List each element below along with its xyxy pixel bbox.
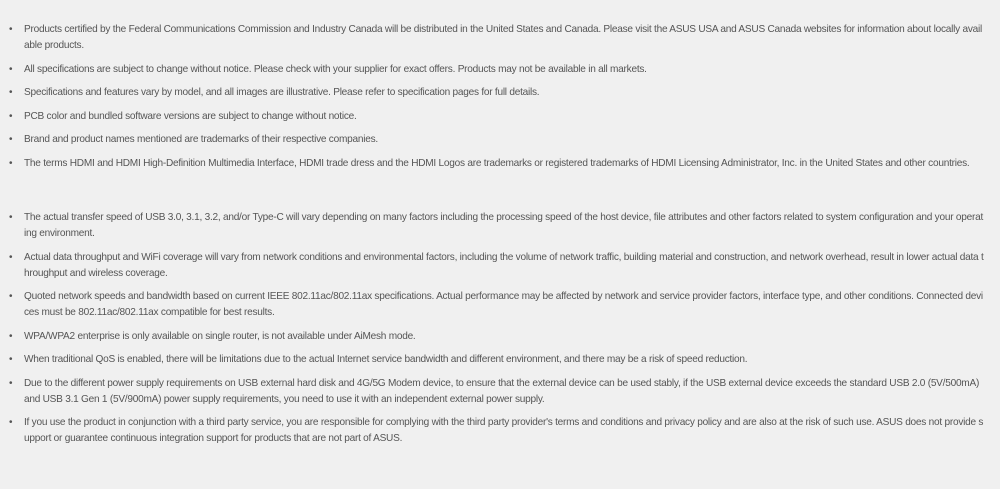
disclaimer-item [9, 85, 984, 101]
disclaimer-item [9, 289, 984, 321]
bullet-icon: • [9, 24, 13, 35]
disclaimer-text: Actual data throughput and WiFi coverage will vary from network conditions and environmental factors, including the volume of network traffic, building material and construction, and network overhead, result in lower actual data throughput and wireless coverage. [24, 251, 984, 279]
bullet-icon: • [9, 212, 13, 223]
bullet-icon: • [9, 354, 13, 365]
bullet-icon: • [9, 330, 13, 342]
disclaimer-item [9, 210, 984, 242]
disclaimer-item [9, 109, 984, 125]
disclaimer-text: All specifications are subject to change without notice. Please check with your supplier for exact offers. Products may not be available in all markets. [24, 63, 647, 75]
disclaimer-item [9, 415, 984, 447]
bullet-icon: • [9, 417, 13, 428]
disclaimer-item [9, 329, 984, 345]
bullet-icon: • [9, 110, 13, 122]
bullet-icon: • [9, 377, 13, 389]
bullet-icon: • [9, 63, 13, 75]
bullet-icon: • [9, 87, 13, 98]
disclaimer-text: Brand and product names mentioned are trademarks of their respective companies. [24, 134, 378, 145]
disclaimer-item [9, 62, 984, 78]
bullet-icon: • [9, 291, 13, 302]
disclaimer-item [9, 132, 984, 148]
disclaimer-text: Products certified by the Federal Communications Commission and Industry Canada will be distributed in the United States and Canada. Please visit the ASUS USA and ASUS Canada websites for information about locally available products. [24, 24, 982, 51]
disclaimer-text: WPA/WPA2 enterprise is only available on single router, is not available under AiMesh mode. [24, 330, 416, 342]
disclaimer-text: Specifications and features vary by model, and all images are illustrative. Please refer to specification pages for full details. [24, 87, 540, 98]
disclaimer-list-network [0, 210, 1000, 447]
disclaimer-text: Quoted network speeds and bandwidth based on current IEEE 802.11ac/802.11ax specifications. Actual performance may be affected by network and service provider factors, interface type, and other conditions. Connected devices must be 802.11ac/802.11ax compatible for best results. [24, 291, 983, 318]
disclaimer-item [9, 22, 984, 54]
disclaimer-text: The actual transfer speed of USB 3.0, 3.1, 3.2, and/or Type-C will vary depending on many factors including the processing speed of the host device, file attributes and other factors related to system configuration and your operating environment. [24, 212, 983, 239]
bullet-icon: • [9, 157, 13, 169]
bullet-icon: • [9, 134, 13, 145]
disclaimer-item [9, 250, 984, 282]
section-spacer [0, 179, 1000, 210]
disclaimer-list-general [0, 22, 1000, 172]
disclaimer-text: Due to the different power supply requirements on USB external hard disk and 4G/5G Modem device, to ensure that the external device can be used stably, if the USB external device exceeds the standard USB 2.0 (5V/500mA) and USB 3.1 Gen 1 (5V/900mA) power supply requirements, you need to use it with an independent external power supply. [24, 377, 980, 405]
disclaimer-item [9, 156, 984, 172]
disclaimer-text: If you use the product in conjunction with a third party service, you are responsible for complying with the third party provider's terms and conditions and privacy policy and are also at the risk of such use. ASUS does not provide support or guarantee continuous integration support for products that are not part of ASUS. [24, 417, 984, 444]
disclaimer-text: PCB color and bundled software versions are subject to change without notice. [24, 110, 357, 122]
disclaimer-item [9, 352, 984, 368]
bullet-icon: • [9, 251, 13, 263]
disclaimer-text: When traditional QoS is enabled, there will be limitations due to the actual Internet service bandwidth and different environment, and there may be a risk of speed reduction. [24, 354, 748, 365]
disclaimer-text: The terms HDMI and HDMI High-Definition Multimedia Interface, HDMI trade dress and the HDMI Logos are trademarks or registered trademarks of HDMI Licensing Administrator, Inc. in the United States and other countries. [24, 157, 970, 169]
disclaimer-item [9, 376, 984, 408]
